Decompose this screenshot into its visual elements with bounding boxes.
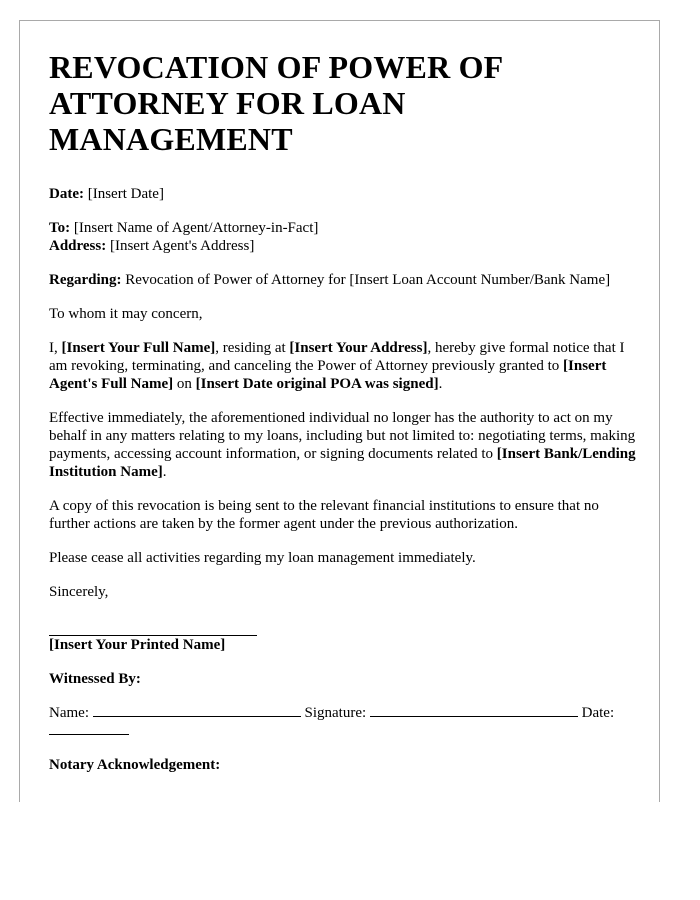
address-value: [Insert Agent's Address] [109, 238, 255, 254]
document-body [49, 49, 639, 790]
regarding-line [49, 271, 639, 289]
recipient-block [49, 219, 639, 255]
salutation: To whom it may concern, [49, 306, 203, 322]
document-title: REVOCATION OF POWER OF ATTORNEY FOR LOAN MANAGEMENT [49, 49, 503, 157]
address-label: Address: [49, 238, 107, 254]
regarding-value: Revocation of Power of Attorney for [Insert Loan Account Number/Bank Name] [125, 272, 611, 288]
date-value: [Insert Date] [87, 186, 164, 202]
address-placeholder: [Insert Your Address] [289, 340, 428, 356]
witness-signature-field [370, 704, 578, 717]
para2-text-2: . [162, 464, 167, 480]
notice-paragraph: A copy of this revocation is being sent to the relevant financial institutions to ensure that no further actions are taken by the former agent under the previous authorization. [49, 498, 599, 532]
para1-text-2: , residing at [215, 340, 290, 356]
para1-text-4: on [173, 376, 196, 392]
witness-name-label: Name: [49, 705, 89, 721]
para1-text-5: . [438, 376, 443, 392]
regarding-label: Regarding: [49, 272, 122, 288]
para1-text-3: , hereby give formal notice that I am revoking, terminating, and canceling the Power of Attorney previously granted to [49, 340, 625, 374]
signature-line [49, 619, 257, 636]
witness-date-field [49, 722, 129, 735]
witness-date-label: Date: [581, 705, 615, 721]
witness-signature-label: Signature: [304, 705, 367, 721]
witnessed-by-heading [49, 670, 639, 688]
revocation-paragraph [49, 339, 639, 393]
date-label: Date: [49, 186, 84, 202]
cease-paragraph: Please cease all activities regarding my loan management immediately. [49, 550, 476, 566]
para2-text-1: Effective immediately, the aforementioned individual no longer has the authority to act on my behalf in any matters relating to my loans, including but not limited to: negotiating terms, making payments, accessing account information, or signing documents related to [49, 410, 636, 462]
witness-name-field [93, 704, 301, 717]
document-page [19, 20, 660, 802]
date-line [49, 185, 639, 203]
notary-label: Notary Acknowledgement: [49, 757, 221, 773]
printed-name: [Insert Your Printed Name] [49, 637, 226, 653]
signature-block [49, 583, 639, 654]
full-name-placeholder: [Insert Your Full Name] [61, 340, 216, 356]
to-label: To: [49, 220, 71, 236]
para1-text-1: I, [49, 340, 62, 356]
agent-name-placeholder: [Insert Agent's Full Name] [49, 358, 607, 392]
witness-line [49, 704, 639, 740]
closing: Sincerely, [49, 584, 109, 600]
bank-name-placeholder: [Insert Bank/Lending Institution Name] [49, 446, 636, 480]
authority-paragraph [49, 409, 639, 481]
poa-date-placeholder: [Insert Date original POA was signed] [195, 376, 439, 392]
witnessed-by-label: Witnessed By: [49, 671, 141, 687]
to-value: [Insert Name of Agent/Attorney-in-Fact] [73, 220, 319, 236]
notary-heading [49, 756, 639, 774]
